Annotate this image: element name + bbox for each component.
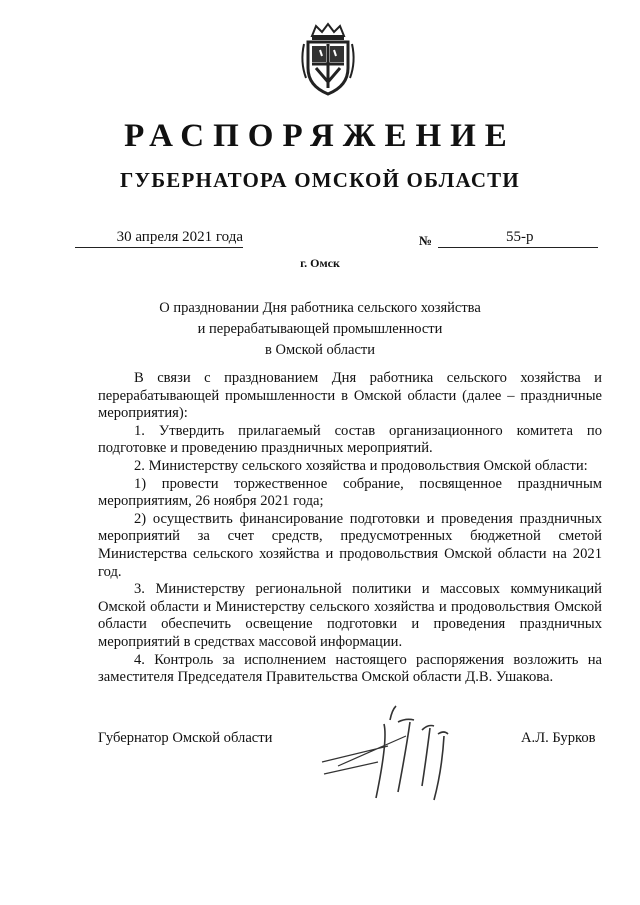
subject-line: О праздновании Дня работника сельского хозяйства (159, 300, 481, 316)
signature-icon (318, 700, 468, 810)
body-paragraph: 4. Контроль за исполнением настоящего распоряжения возложить на заместителя Председателя Правительства Омской области Д.В. Ушакова. (98, 651, 602, 686)
signatory-name: А.Л. Бурков (521, 730, 596, 746)
subject-line: и перерабатывающей промышленности (197, 321, 443, 337)
document-subtitle: ГУБЕРНАТОРА ОМСКОЙ ОБЛАСТИ (120, 168, 520, 192)
document-title: РАСПОРЯЖЕНИЕ (124, 118, 516, 154)
body-paragraph: 2. Министерству сельского хозяйства и продовольствия Омской области: (134, 457, 588, 474)
document-date: 30 апреля 2021 года (75, 229, 243, 248)
document-subject (140, 298, 500, 361)
document-body (98, 370, 602, 687)
body-paragraph: 2) осуществить финансирование подготовки и проведения праздничных мероприятий за счет средств, предусмотренных бюджетной сметой Министерства сельского хозяйства и продовольствия Омской области на 2021 год. (98, 510, 602, 580)
coat-of-arms-icon (298, 22, 358, 96)
subject-line: в Омской области (265, 342, 375, 358)
document-city: г. Омск (300, 256, 340, 270)
body-paragraph: В связи с празднованием Дня работника сельского хозяйства и перерабатывающей промышленности в Омской области (далее – праздничные мероприятия): (98, 370, 602, 422)
body-paragraph: 1. Утвердить прилагаемый состав организационного комитета по подготовке и проведению праздничных мероприятий. (98, 422, 602, 457)
number-sign: № (419, 233, 433, 248)
document-number: 55-р (438, 229, 598, 248)
signatory-position: Губернатор Омской области (98, 730, 273, 746)
body-paragraph: 3. Министерству региональной политики и массовых коммуникаций Омской области и Министерству сельского хозяйства и продовольствия Омской области обеспечить освещение подготовки и проведения праздничных мероприятий в средствах массовой информации. (98, 581, 602, 650)
body-paragraph: 1) провести торжественное собрание, посвященное праздничным мероприятиям, 26 ноября 2021 года; (98, 475, 602, 510)
